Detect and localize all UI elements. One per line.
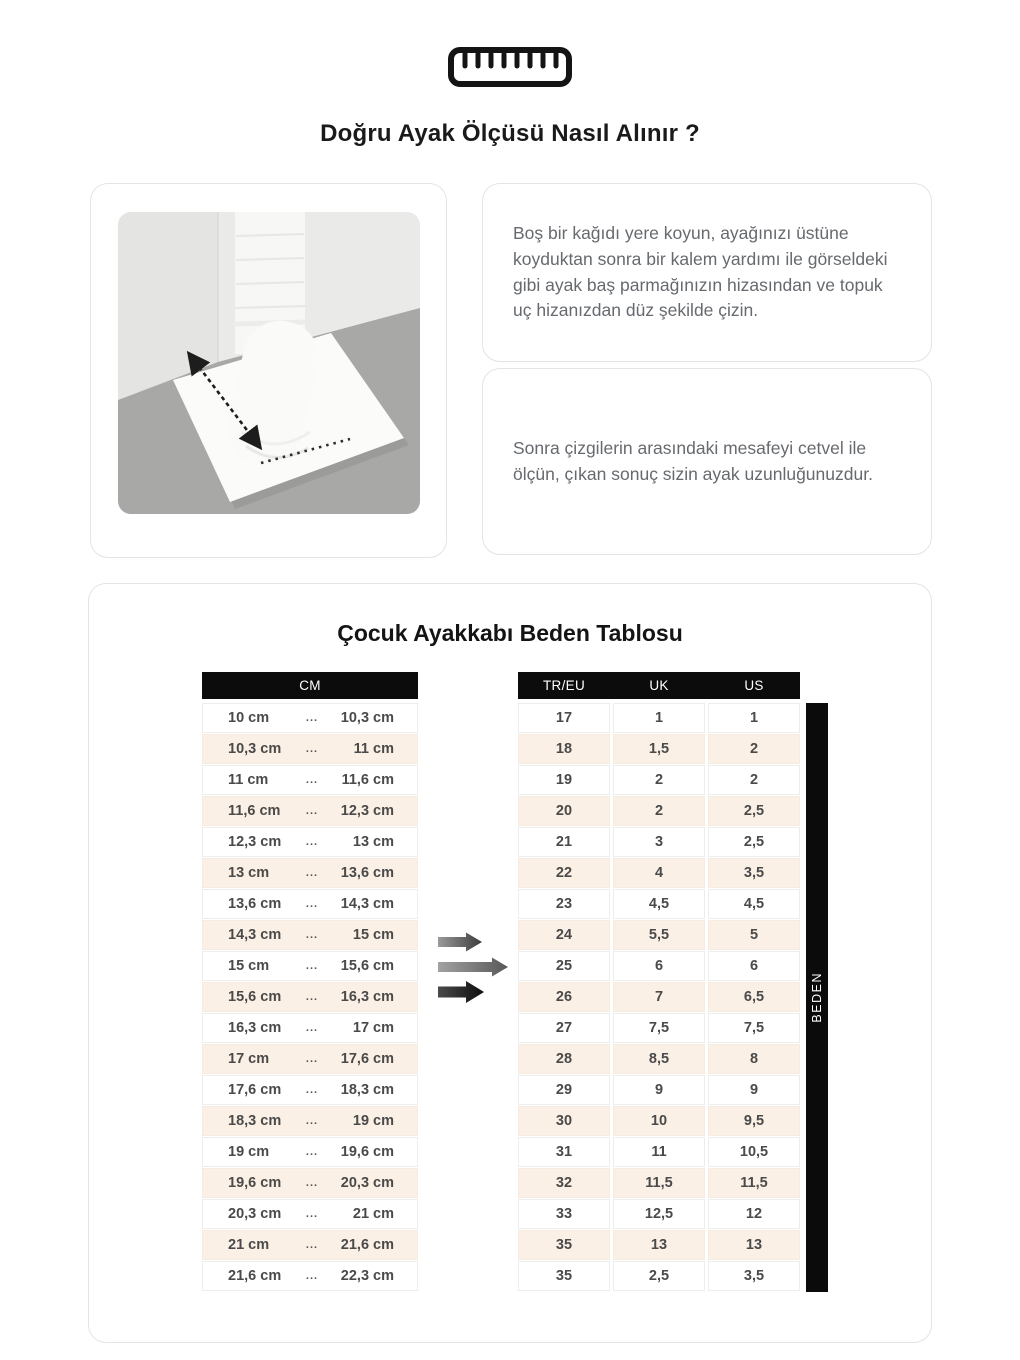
- cm-range-dots: ...: [305, 991, 319, 1003]
- tr-eu-size: 19: [518, 765, 610, 795]
- table-row: [202, 1230, 418, 1260]
- header-uk: UK: [649, 678, 669, 693]
- us-size: 7,5: [708, 1013, 800, 1043]
- cm-range-dots: ...: [305, 1053, 319, 1065]
- table-row: [518, 1106, 800, 1136]
- us-size: 3,5: [708, 858, 800, 888]
- cm-range-dots: ...: [305, 1022, 319, 1034]
- cm-range-dots: ...: [305, 1146, 319, 1158]
- cm-range-to: 11 cm: [353, 741, 394, 757]
- header-tr-eu: TR/EU: [543, 678, 585, 693]
- cm-table-header: [202, 672, 418, 699]
- table-row: [518, 703, 800, 733]
- tr-eu-size: 17: [518, 703, 610, 733]
- tr-eu-size: 29: [518, 1075, 610, 1105]
- cm-table: [202, 672, 418, 1292]
- tr-eu-size: 28: [518, 1044, 610, 1074]
- cm-range-from: 18,3 cm: [228, 1113, 282, 1129]
- cm-range-to: 17,6 cm: [340, 1051, 394, 1067]
- size-table-header: [518, 672, 800, 699]
- tr-eu-size: 31: [518, 1137, 610, 1167]
- size-table-card: [88, 583, 932, 1343]
- international-size-table: [518, 672, 800, 1292]
- us-size: 1: [708, 703, 800, 733]
- cm-range-from: 17,6 cm: [228, 1082, 282, 1098]
- uk-size: 10: [613, 1106, 705, 1136]
- measurement-photo-card: [90, 183, 447, 558]
- tr-eu-size: 35: [518, 1261, 610, 1291]
- tr-eu-size: 25: [518, 951, 610, 981]
- table-row: [518, 1075, 800, 1105]
- tr-eu-size: 20: [518, 796, 610, 826]
- table-row: [518, 1199, 800, 1229]
- cm-range-to: 11,6 cm: [341, 772, 394, 788]
- cm-range-to: 19,6 cm: [340, 1144, 394, 1160]
- table-row: [202, 765, 418, 795]
- uk-size: 6: [613, 951, 705, 981]
- tr-eu-size: 26: [518, 982, 610, 1012]
- table-row: [202, 1199, 418, 1229]
- table-row: [202, 1137, 418, 1167]
- tr-eu-size: 32: [518, 1168, 610, 1198]
- cm-range-from: 13,6 cm: [228, 896, 282, 912]
- table-row: [202, 796, 418, 826]
- cm-range-dots: ...: [305, 867, 319, 879]
- table-row: [202, 734, 418, 764]
- arrows-right-icon: [436, 928, 516, 1006]
- tr-eu-size: 23: [518, 889, 610, 919]
- cm-range-dots: ...: [305, 712, 319, 724]
- cm-range-dots: ...: [305, 1084, 319, 1096]
- page-title: Doğru Ayak Ölçüsü Nasıl Alınır ?: [320, 120, 700, 147]
- cm-range-dots: ...: [305, 1239, 319, 1251]
- uk-size: 11,5: [613, 1168, 705, 1198]
- tr-eu-size: 22: [518, 858, 610, 888]
- beden-vertical-bar: [806, 703, 828, 1292]
- tr-eu-size: 30: [518, 1106, 610, 1136]
- table-row: [202, 920, 418, 950]
- us-size: 3,5: [708, 1261, 800, 1291]
- cm-range-from: 14,3 cm: [228, 927, 282, 943]
- table-row: [518, 1261, 800, 1291]
- table-row: [518, 951, 800, 981]
- table-row: [202, 889, 418, 919]
- beden-label: BEDEN: [810, 972, 824, 1023]
- uk-size: 7: [613, 982, 705, 1012]
- cm-range-dots: ...: [305, 1177, 319, 1189]
- cm-range-to: 19 cm: [352, 1113, 394, 1129]
- cm-range-to: 17 cm: [352, 1020, 394, 1036]
- uk-size: 2: [613, 765, 705, 795]
- cm-range-from: 15 cm: [228, 958, 270, 974]
- uk-size: 2: [613, 796, 705, 826]
- size-table-body: [518, 703, 800, 1291]
- table-row: [202, 1044, 418, 1074]
- cm-range-to: 18,3 cm: [340, 1082, 394, 1098]
- cm-range-to: 13,6 cm: [340, 865, 394, 881]
- us-size: 2,5: [708, 827, 800, 857]
- instruction-cards: [482, 183, 932, 558]
- cm-range-to: 12,3 cm: [340, 803, 394, 819]
- uk-size: 4: [613, 858, 705, 888]
- us-size: 6,5: [708, 982, 800, 1012]
- cm-range-to: 22,3 cm: [340, 1268, 394, 1284]
- uk-size: 5,5: [613, 920, 705, 950]
- cm-range-dots: ...: [305, 1208, 319, 1220]
- cm-range-from: 19 cm: [228, 1144, 270, 1160]
- cm-range-to: 10,3 cm: [340, 710, 394, 726]
- cm-range-from: 16,3 cm: [228, 1020, 282, 1036]
- tr-eu-size: 35: [518, 1230, 610, 1260]
- table-row: [202, 982, 418, 1012]
- us-size: 10,5: [708, 1137, 800, 1167]
- us-size: 9,5: [708, 1106, 800, 1136]
- table-row: [518, 1137, 800, 1167]
- cm-header-label: CM: [299, 678, 321, 693]
- cm-range-from: 21,6 cm: [228, 1268, 282, 1284]
- cm-range-dots: ...: [305, 1270, 319, 1282]
- cm-range-dots: ...: [305, 960, 319, 972]
- cm-range-to: 21 cm: [352, 1206, 394, 1222]
- uk-size: 3: [613, 827, 705, 857]
- cm-range-from: 17 cm: [228, 1051, 270, 1067]
- table-row: [202, 858, 418, 888]
- us-size: 2: [708, 765, 800, 795]
- table-row: [518, 1230, 800, 1260]
- cm-range-to: 13 cm: [352, 834, 394, 850]
- us-size: 5: [708, 920, 800, 950]
- cm-range-from: 10,3 cm: [228, 741, 282, 757]
- table-row: [518, 920, 800, 950]
- table-row: [202, 951, 418, 981]
- uk-size: 12,5: [613, 1199, 705, 1229]
- cm-range-from: 10 cm: [228, 710, 270, 726]
- cm-range-from: 12,3 cm: [228, 834, 282, 850]
- table-row: [518, 827, 800, 857]
- table-row: [202, 703, 418, 733]
- size-table-title: Çocuk Ayakkabı Beden Tablosu: [337, 620, 683, 646]
- cm-range-to: 15 cm: [352, 927, 394, 943]
- table-row: [202, 1168, 418, 1198]
- tr-eu-size: 33: [518, 1199, 610, 1229]
- cm-table-body: [202, 703, 418, 1291]
- cm-range-from: 13 cm: [228, 865, 270, 881]
- uk-size: 13: [613, 1230, 705, 1260]
- foot-measurement-photo: [118, 212, 420, 514]
- table-row: [518, 889, 800, 919]
- uk-size: 1,5: [613, 734, 705, 764]
- uk-size: 1: [613, 703, 705, 733]
- instruction-step-2-text: Sonra çizgilerin arasındaki mesafeyi cetvel ile ölçün, çıkan sonuç sizin ayak uzunluğunuzdur.: [513, 437, 873, 484]
- ruler-icon: [0, 46, 1020, 88]
- us-size: 4,5: [708, 889, 800, 919]
- cm-range-from: 15,6 cm: [228, 989, 282, 1005]
- us-size: 9: [708, 1075, 800, 1105]
- instruction-step-1-text: Boş bir kağıdı yere koyun, ayağınızı üstüne koyduktan sonra bir kalem yardımı ile görseldeki gibi ayak baş parmağınızın hizasından ve topuk uç hizanızdan düz şekilde çizin.: [513, 223, 888, 321]
- cm-range-to: 21,6 cm: [340, 1237, 394, 1253]
- cm-range-dots: ...: [305, 836, 319, 848]
- uk-size: 2,5: [613, 1261, 705, 1291]
- us-size: 6: [708, 951, 800, 981]
- us-size: 2,5: [708, 796, 800, 826]
- uk-size: 4,5: [613, 889, 705, 919]
- cm-range-from: 11 cm: [228, 772, 269, 788]
- cm-range-dots: ...: [305, 774, 319, 786]
- us-size: 13: [708, 1230, 800, 1260]
- cm-range-from: 11,6 cm: [228, 803, 281, 819]
- table-row: [518, 796, 800, 826]
- table-row: [202, 1075, 418, 1105]
- table-row: [518, 734, 800, 764]
- cm-range-from: 21 cm: [228, 1237, 270, 1253]
- us-size: 8: [708, 1044, 800, 1074]
- uk-size: 9: [613, 1075, 705, 1105]
- table-row: [518, 765, 800, 795]
- cm-range-dots: ...: [305, 743, 319, 755]
- size-tables: [89, 672, 931, 1297]
- cm-range-dots: ...: [305, 805, 319, 817]
- table-row: [518, 1013, 800, 1043]
- table-row: [518, 858, 800, 888]
- table-row: [202, 1106, 418, 1136]
- uk-size: 8,5: [613, 1044, 705, 1074]
- header-us: US: [744, 678, 764, 693]
- cm-range-dots: ...: [305, 1115, 319, 1127]
- us-size: 12: [708, 1199, 800, 1229]
- cm-range-dots: ...: [305, 929, 319, 941]
- tr-eu-size: 24: [518, 920, 610, 950]
- table-row: [518, 1044, 800, 1074]
- table-row: [202, 1013, 418, 1043]
- instruction-card-2: [482, 368, 932, 555]
- uk-size: 7,5: [613, 1013, 705, 1043]
- cm-range-from: 19,6 cm: [228, 1175, 282, 1191]
- cm-range-dots: ...: [305, 898, 319, 910]
- tr-eu-size: 18: [518, 734, 610, 764]
- cm-range-from: 20,3 cm: [228, 1206, 282, 1222]
- cm-range-to: 14,3 cm: [340, 896, 394, 912]
- us-size: 2: [708, 734, 800, 764]
- cm-range-to: 15,6 cm: [340, 958, 394, 974]
- instruction-card-1: [482, 183, 932, 362]
- table-row: [202, 1261, 418, 1291]
- table-row: [518, 1168, 800, 1198]
- us-size: 11,5: [708, 1168, 800, 1198]
- table-row: [202, 827, 418, 857]
- cm-range-to: 20,3 cm: [340, 1175, 394, 1191]
- tr-eu-size: 27: [518, 1013, 610, 1043]
- table-row: [518, 982, 800, 1012]
- tr-eu-size: 21: [518, 827, 610, 857]
- instructions-section: [90, 183, 932, 558]
- cm-range-to: 16,3 cm: [340, 989, 394, 1005]
- uk-size: 11: [613, 1137, 705, 1167]
